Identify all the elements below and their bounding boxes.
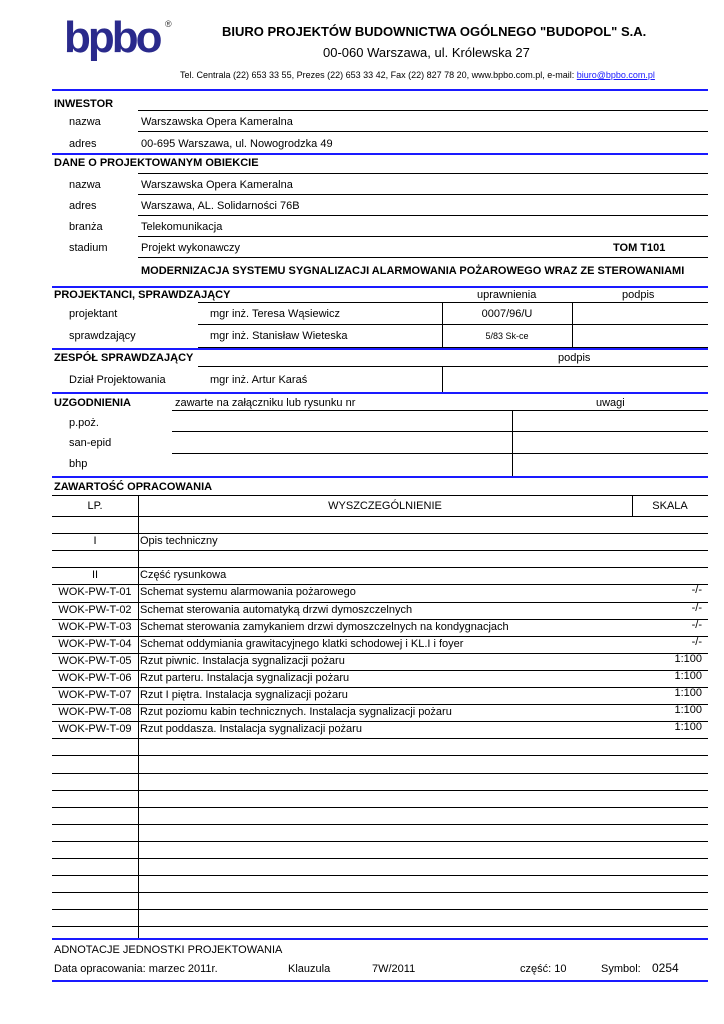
zespol-col-podpis: podpis <box>558 352 591 364</box>
row-line <box>52 670 708 671</box>
row-line <box>52 550 708 551</box>
inwestor-nazwa: Warszawska Opera Kameralna <box>141 116 293 128</box>
row-desc: Rzut I piętra. Instalacja sygnalizacji pożaru <box>140 689 348 701</box>
zawartosc-heading: ZAWARTOŚĆ OPRACOWANIA <box>54 481 213 493</box>
obiekt-adres: Warszawa, AL. Solidarności 76B <box>141 200 300 212</box>
row-desc: Opis techniczny <box>140 535 218 548</box>
sprawdzajacy-name: mgr inż. Stanisław Wieteska <box>210 330 348 342</box>
row-line <box>52 858 708 859</box>
row-line <box>52 567 708 568</box>
row-lp: WOK-PW-T-06 <box>58 671 132 684</box>
company-name: BIURO PROJEKTÓW BUDOWNICTWA OGÓLNEGO "BUDOPOL" S.A. <box>222 24 647 39</box>
company-contacts: Tel. Centrala (22) 653 33 55, Prezes (22) 653 33 42, Fax (22) 827 78 20, www.bpbo.com.pl, e-mail: biuro@bpbo.com.pl <box>180 70 655 80</box>
uzgodnienia-subheading: zawarte na załączniku lub rysunku nr <box>175 397 356 409</box>
row-skala: -/- <box>691 601 702 614</box>
row-skala: -/- <box>691 635 702 648</box>
registered-mark: ® <box>165 19 172 29</box>
obiekt-nazwa-label: nazwa <box>69 179 101 191</box>
obiekt-adres-label: adres <box>69 200 97 212</box>
row-desc: Rzut poddasza. Instalacja sygnalizacji pożaru <box>140 723 362 736</box>
symbol-value: 0254 <box>652 961 679 975</box>
row-lp: WOK-PW-T-01 <box>58 586 132 599</box>
row-lp: II <box>91 569 99 582</box>
logo-text: bpbo <box>64 18 160 62</box>
company-logo <box>62 18 174 64</box>
row-line <box>52 533 708 534</box>
col-podpis: podpis <box>622 289 655 301</box>
project-title: MODERNIZACJA SYSTEMU SYGNALIZACJI ALARMOWANIA POŻAROWEGO WRAZ ZE STEROWANIAMI <box>141 265 685 277</box>
uzgodnienia-heading: UZGODNIENIA <box>54 397 131 409</box>
inwestor-heading: INWESTOR <box>54 98 114 110</box>
obiekt-branza: Telekomunikacja <box>141 221 223 233</box>
tom-number: TOM T101 <box>613 242 666 254</box>
zespol-dzial: Dział Projektowania <box>69 374 166 386</box>
zespol-name: mgr inż. Artur Karaś <box>210 374 308 386</box>
col-uprawnienia: uprawnienia <box>477 289 537 301</box>
row-desc: Rzut parteru. Instalacja sygnalizacji pożaru <box>140 671 350 684</box>
adnotacje: ADNOTACJE JEDNOSTKI PROJEKTOWANIA <box>54 944 283 956</box>
row-line <box>52 738 708 739</box>
projektant-name: mgr inż. Teresa Wąsiewicz <box>210 308 340 320</box>
row-lp: WOK-PW-T-09 <box>58 723 132 736</box>
row-lp: WOK-PW-T-04 <box>58 637 132 650</box>
uzgodnienie-bhp: bhp <box>69 458 88 470</box>
row-line <box>52 909 708 910</box>
sprawdzajacy-uprawnienia: 5/83 Sk-ce <box>485 331 529 341</box>
row-line <box>52 875 708 876</box>
col-wyszczegolnienie: WYSZCZEGÓLNIENIE <box>328 500 442 512</box>
row-line <box>52 790 708 791</box>
projektant-uprawnienia: 0007/96/U <box>481 308 533 320</box>
row-skala: -/- <box>691 618 702 631</box>
row-desc: Schemat oddymiania grawitacyjnego klatki schodowej i KL.I i foyer <box>140 637 464 650</box>
row-lp: WOK-PW-T-08 <box>58 706 132 719</box>
data-opracowania: Data opracowania: marzec 2011r. <box>54 963 218 975</box>
obiekt-heading: DANE O PROJEKTOWANYM OBIEKCIE <box>54 157 259 169</box>
row-line <box>52 704 708 705</box>
row-lp: WOK-PW-T-02 <box>58 603 132 616</box>
row-skala: 1:100 <box>674 721 702 734</box>
row-lp: WOK-PW-T-03 <box>58 620 132 633</box>
row-skala: 1:100 <box>674 652 702 665</box>
row-line <box>52 755 708 756</box>
row-line <box>52 926 708 927</box>
row-line <box>52 892 708 893</box>
divider <box>52 89 708 91</box>
row-lp: WOK-PW-T-07 <box>58 689 132 701</box>
uzgodnienie-sanepid: san-epid <box>69 437 112 449</box>
row-line <box>52 841 708 842</box>
symbol-label: Symbol: <box>601 963 641 975</box>
row-lp: WOK-PW-T-05 <box>58 654 132 667</box>
row-desc: Rzut piwnic. Instalacja sygnalizacji pożaru <box>140 654 345 667</box>
row-skala: 1:100 <box>674 687 702 699</box>
row-desc: Schemat sterowania zamykaniem drzwi dymoszczelnych na kondygnacjach <box>140 620 509 633</box>
numer: 7W/2011 <box>372 963 416 975</box>
row-line <box>52 687 708 688</box>
row-lp: I <box>93 535 97 548</box>
row-line <box>52 824 708 825</box>
col-uwagi: uwagi <box>596 397 625 409</box>
row-line <box>52 584 708 585</box>
role-sprawdzajacy: sprawdzający <box>69 330 136 342</box>
email-link[interactable]: biuro@bpbo.com.pl <box>576 70 655 80</box>
row-skala: 1:100 <box>674 669 702 682</box>
czesc: część: 10 <box>520 963 567 975</box>
inwestor-nazwa-label: nazwa <box>69 116 101 128</box>
row-desc: Część rysunkowa <box>140 569 227 582</box>
col-separator <box>138 516 139 938</box>
obiekt-stadium-label: stadium <box>69 242 108 254</box>
company-address: 00-060 Warszawa, ul. Królewska 27 <box>323 45 530 60</box>
row-desc: Schemat systemu alarmowania pożarowego <box>140 586 356 599</box>
uzgodnienie-ppoz: p.poż. <box>69 417 99 429</box>
obiekt-stadium: Projekt wykonawczy <box>141 242 241 254</box>
inwestor-adres-label: adres <box>69 138 97 150</box>
obiekt-branza-label: branża <box>69 221 103 233</box>
row-line <box>52 773 708 774</box>
zespol-heading: ZESPÓŁ SPRAWDZAJĄCY <box>54 352 194 364</box>
obiekt-nazwa: Warszawska Opera Kameralna <box>141 179 293 191</box>
row-desc: Rzut poziomu kabin technicznych. Instalacja sygnalizacji pożaru <box>140 706 452 719</box>
row-line <box>52 807 708 808</box>
row-skala: -/- <box>691 584 702 597</box>
projektanci-heading: PROJEKTANCI, SPRAWDZAJĄCY <box>54 289 231 301</box>
role-projektant: projektant <box>69 308 118 320</box>
row-skala: 1:100 <box>674 704 702 717</box>
col-lp: LP. <box>87 500 103 512</box>
row-line <box>52 721 708 722</box>
inwestor-adres: 00-695 Warszawa, ul. Nowogrodzka 49 <box>141 138 333 150</box>
klauzula: Klauzula <box>288 963 331 975</box>
row-desc: Schemat sterowania automatyką drzwi dymoszczelnych <box>140 603 413 616</box>
col-skala: SKALA <box>652 500 688 512</box>
